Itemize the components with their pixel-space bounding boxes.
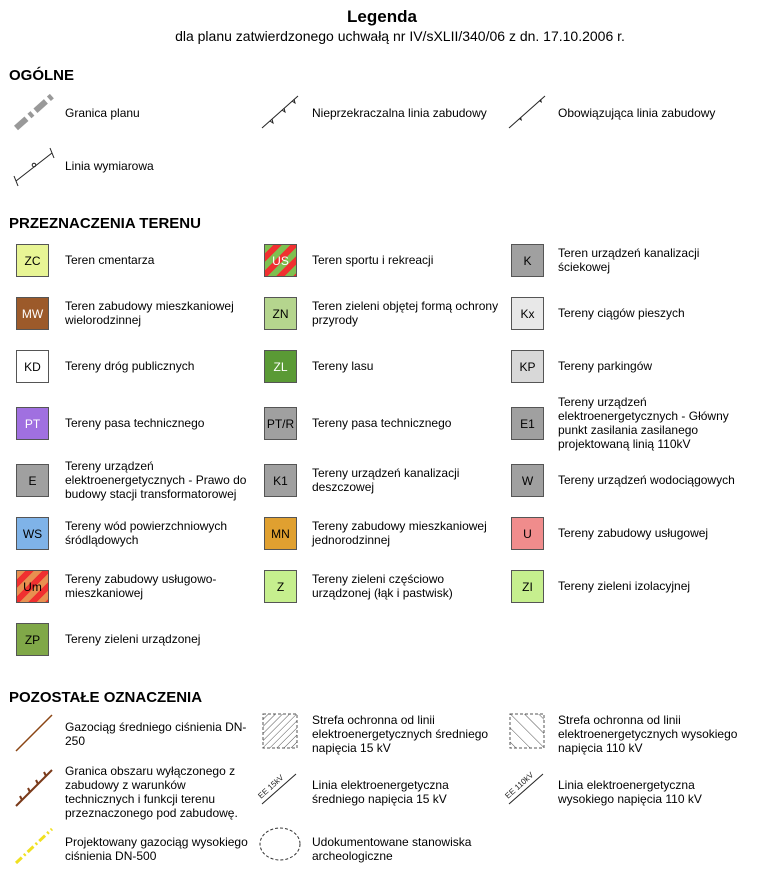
land-use-label: Teren zieleni objętej formą ochrony przyrody: [312, 299, 499, 327]
power-line-110kv-icon: [503, 766, 547, 810]
land-use-code: E1: [520, 416, 535, 431]
land-use-swatch-zl: [264, 350, 297, 383]
land-use-code: E: [28, 473, 37, 488]
land-use-swatch-u: [511, 517, 544, 550]
land-use-label: Tereny zabudowy mieszkaniowej jednorodzinnej: [312, 519, 487, 547]
land-use-code: PT: [24, 416, 41, 431]
plan-boundary-icon: [12, 90, 56, 134]
land-use-label: Tereny parkingów: [558, 359, 653, 373]
mandatory-building-line-icon: [505, 90, 549, 134]
land-use-swatch-us: [264, 244, 297, 277]
legend-subtitle: dla planu zatwierdzonego uchwałą nr IV/sXLII/340/06 z dn. 17.10.2006 r.: [175, 28, 625, 44]
land-use-code: Um: [23, 579, 42, 594]
land-use-code: ZP: [24, 632, 41, 647]
power-line-110kv-tag: EE 110kV: [503, 770, 536, 801]
land-use-swatch-zi: [511, 570, 544, 603]
non-exceedable-building-line-icon: [258, 90, 302, 134]
land-use-label: Teren sportu i rekreacji: [312, 253, 434, 267]
excluded-area-boundary-icon: [12, 766, 56, 810]
land-use-code: ZN: [272, 306, 289, 321]
land-use-label: Tereny zabudowy usługowej: [558, 526, 709, 540]
land-use-code: K: [523, 253, 532, 268]
land-use-code: W: [521, 473, 534, 488]
gas-pipeline-icon: [12, 711, 56, 755]
land-use-swatch-e1: [511, 407, 544, 440]
land-use-code: K1: [273, 473, 288, 488]
land-use-label: Teren urządzeń kanalizacji ściekowej: [558, 246, 700, 274]
other-item-label: Linia elektroenergetyczna średniego napięcia 15 kV: [312, 778, 449, 806]
general-item-label: Linia wymiarowa: [65, 159, 154, 173]
land-use-code: MN: [271, 526, 290, 541]
land-use-code: WS: [22, 526, 43, 541]
land-use-label: Tereny zieleni izolacyjnej: [558, 579, 691, 593]
other-item-label: Projektowany gazociąg wysokiego ciśnienia DN-500: [65, 835, 248, 863]
land-use-label: Tereny zabudowy usługowo-mieszkaniowej: [65, 572, 217, 600]
land-use-swatch-ws: [16, 517, 49, 550]
land-use-swatch-um: [16, 570, 49, 603]
land-use-label: Tereny zieleni urządzonej: [65, 632, 201, 646]
land-use-code: ZL: [273, 359, 288, 374]
section-general-heading: OGÓLNE: [9, 67, 75, 84]
land-use-label: Tereny urządzeń elektroenergetycznych - Prawo do budowy stacji transformatorowej: [65, 459, 247, 501]
power-line-15kv-tag: EE 15kV: [256, 772, 286, 801]
land-use-code: ZC: [24, 253, 41, 268]
land-use-swatch-zp: [16, 623, 49, 656]
land-use-code: PT/R: [266, 416, 295, 431]
other-item-label: Strefa ochronna od linii elektroenergetycznych średniego napięcia 15 kV: [312, 713, 489, 755]
land-use-code: U: [523, 526, 532, 541]
land-use-label: Tereny urządzeń elektroenergetycznych - Główny punkt zasilania zasilanego projektowaną linią 110kV: [558, 395, 729, 451]
other-item-label: Strefa ochronna od linii elektroenergetycznych wysokiego napięcia 110 kV: [558, 713, 738, 755]
other-item-label: Linia elektroenergetyczna wysokiego napięcia 110 kV: [558, 778, 702, 806]
section-other-heading: POZOSTAŁE OZNACZENIA: [9, 689, 203, 706]
dimension-line-icon: [12, 143, 56, 187]
general-item-label: Obowiązująca linia zabudowy: [558, 106, 716, 120]
land-use-swatch-pt-r: [264, 407, 297, 440]
land-use-label: Tereny pasa technicznego: [312, 416, 452, 430]
land-use-label: Tereny dróg publicznych: [65, 359, 195, 373]
land-use-code: Z: [276, 579, 285, 594]
land-use-swatch-kp: [511, 350, 544, 383]
land-use-code: MW: [21, 306, 44, 321]
land-use-label: Tereny ciągów pieszych: [558, 306, 685, 320]
land-use-swatch-zc: [16, 244, 49, 277]
land-use-swatch-kx: [511, 297, 544, 330]
land-use-swatch-zn: [264, 297, 297, 330]
hatched-zone-15kv-icon: [262, 713, 298, 749]
land-use-code: US: [272, 253, 289, 268]
land-use-swatch-mn: [264, 517, 297, 550]
land-use-swatch-e: [16, 464, 49, 497]
power-line-15kv-icon: [256, 766, 300, 810]
land-use-label: Teren cmentarza: [65, 253, 155, 267]
land-use-code: ZI: [522, 579, 533, 594]
land-use-label: Tereny pasa technicznego: [65, 416, 205, 430]
land-use-swatch-pt: [16, 407, 49, 440]
land-use-swatch-z: [264, 570, 297, 603]
land-use-code: KP: [519, 359, 536, 374]
hatched-zone-110kv-icon: [509, 713, 545, 749]
land-use-label: Tereny wód powierzchniowych śródlądowych: [65, 519, 228, 547]
general-item-label: Granica planu: [65, 106, 140, 120]
section-land-use-heading: PRZEZNACZENIA TERENU: [9, 215, 201, 232]
land-use-label: Teren zabudowy mieszkaniowej wielorodzinnej: [65, 299, 234, 327]
planned-gas-pipeline-icon: [12, 823, 56, 867]
land-use-swatch-k: [511, 244, 544, 277]
land-use-swatch-kd: [16, 350, 49, 383]
other-item-label: Gazociąg średniego ciśnienia DN-250: [65, 720, 247, 748]
general-item-label: Nieprzekraczalna linia zabudowy: [312, 106, 487, 120]
land-use-label: Tereny urządzeń kanalizacji deszczowej: [312, 466, 460, 494]
land-use-label: Tereny urządzeń wodociągowych: [558, 473, 735, 487]
land-use-swatch-w: [511, 464, 544, 497]
land-use-swatch-mw: [16, 297, 49, 330]
archaeological-site-icon: [258, 826, 304, 862]
legend-title: Legenda: [347, 7, 417, 26]
other-item-label: Udokumentowane stanowiska archeologiczne: [312, 835, 472, 863]
land-use-code: Kx: [520, 306, 535, 321]
land-use-code: KD: [24, 359, 41, 374]
land-use-label: Tereny zieleni częściowo urządzonej (łąk i pastwisk): [312, 572, 453, 600]
land-use-swatch-k1: [264, 464, 297, 497]
land-use-label: Tereny lasu: [312, 359, 374, 373]
other-item-label: Granica obszaru wyłączonego z zabudowy z warunków technicznych i funkcji terenu przeznaczonego pod zabudowę.: [65, 764, 238, 820]
